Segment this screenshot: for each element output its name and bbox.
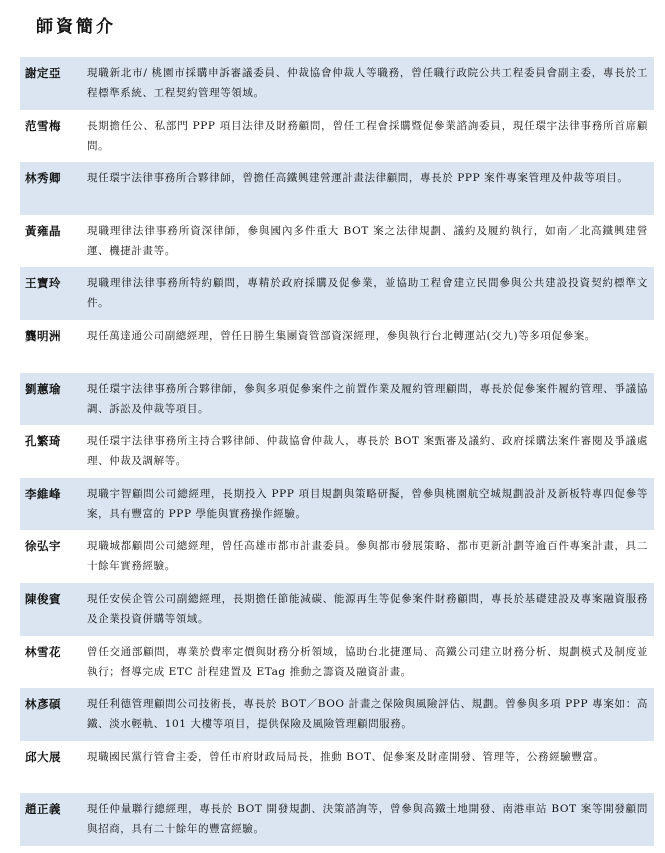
faculty-list	[20, 57, 654, 846]
faculty-name: 陳俊賓	[25, 591, 61, 606]
faculty-row	[20, 57, 654, 110]
faculty-row	[20, 478, 654, 531]
faculty-name: 龔明洲	[25, 328, 61, 343]
faculty-row	[20, 688, 654, 741]
faculty-description: 現任萬達通公司副總經理，曾任日勝生集團資管部資深經理，參與執行台北轉運站(交九)等多項促參案。	[87, 329, 596, 342]
faculty-description: 現任環宇法律事務所主持合夥律師、仲裁協會仲裁人，專長於 BOT 案甄審及議約、政府採購法案件審閱及爭議處理、仲裁及調解等。	[87, 435, 648, 468]
faculty-row	[20, 636, 654, 689]
faculty-name: 林秀卿	[25, 171, 61, 186]
faculty-description: 長期擔任公、私部門 PPP 項目法律及財務顧問，曾任工程會採購暨促參業諮詢委員，現任環宇法律事務所首席顧問。	[87, 119, 648, 152]
faculty-description: 現任仲量聯行總經理，專長於 BOT 開發規劃、決策諮詢等，曾參與高鐵土地開發、南港車站 BOT 案等開發顧問與招商，具有二十餘年的豐富經驗。	[87, 803, 648, 836]
faculty-description: 現任利德管理顧問公司技術長，專長於 BOT／BOO 計畫之保險與風險評估、規劃。曾參與多項 PPP 專案如：高鐵、淡水輕軌、101 大樓等項目，提供保險及風險管理顧問服務。	[87, 698, 648, 731]
faculty-description: 現職宇智顧問公司總經理，長期投入 PPP 項目規劃與策略研擬，曾參與桃園航空城規劃設計及新板特專四促參等案，具有豐富的 PPP 學能與實務操作經驗。	[87, 487, 648, 520]
faculty-description: 現職理律法律事務所特約顧問，專精於政府採購及促參業，並協助工程會建立民間參與公共建設投資契約標準文件。	[87, 277, 648, 310]
faculty-name: 孔繁琦	[25, 434, 61, 449]
faculty-row	[20, 110, 654, 163]
faculty-row	[20, 793, 654, 846]
faculty-name: 邱大展	[25, 749, 61, 764]
faculty-description: 現任環宇法律事務所合夥律師，曾擔任高鐵興建營運計畫法律顧問，專長於 PPP 案件專案管理及仲裁等項目。	[87, 172, 629, 185]
faculty-description: 現職理律法律事務所資深律師，參與國內多件重大 BOT 案之法律規劃、議約及履約執行，如南／北高鐵興建營運、機捷計畫等。	[87, 224, 648, 257]
faculty-name: 劉蕙瑜	[25, 381, 61, 396]
faculty-name: 徐弘宇	[25, 539, 61, 554]
faculty-name: 趙正義	[25, 802, 61, 817]
faculty-row	[20, 373, 654, 426]
faculty-name: 謝定亞	[25, 66, 61, 80]
faculty-row	[20, 530, 654, 583]
faculty-name: 林彥碩	[25, 697, 61, 712]
faculty-description: 現任安侯企管公司副總經理，長期擔任節能減碳、能源再生等促參案件財務顧問，專長於基礎建設及專案融資服務及企業投資併購等領域。	[87, 592, 648, 625]
faculty-row	[20, 583, 654, 636]
faculty-row	[20, 320, 654, 373]
faculty-name: 黃雍晶	[25, 223, 61, 238]
faculty-name: 王寶玲	[25, 276, 61, 291]
page-title: 師資簡介	[36, 17, 116, 37]
faculty-name: 范雪梅	[25, 118, 61, 133]
faculty-row	[20, 741, 654, 794]
faculty-name: 林雪花	[25, 644, 61, 659]
faculty-description: 現任環宇法律事務所合夥律師，參與多項促參案件之前置作業及履約管理顧問，專長於促參案件履約管理、爭議協調、訴訟及仲裁等項目。	[87, 382, 648, 415]
faculty-name: 李維峰	[25, 486, 61, 501]
faculty-description: 現職新北市/ 桃園市採購申訴審議委員、仲裁協會仲裁人等職務，曾任職行政院公共工程委員會副主委，專長於工程標準系統、工程契約管理等領域。	[87, 67, 648, 99]
faculty-row	[20, 215, 654, 268]
faculty-description: 曾任交通部顧問，專業於費率定價與財務分析領域，協助台北捷運局、高鐵公司建立財務分析、規劃模式及制度並執行；督導完成 ETC 計程建置及 ETag 推動之籌資及融資計畫。	[87, 645, 648, 678]
faculty-row	[20, 425, 654, 478]
faculty-row	[20, 267, 654, 320]
faculty-description: 現職城都顧問公司總經理，曾任高雄市都市計畫委員。參與都市發展策略、都市更新計劃等逾百件專案計畫，具二十餘年實務經驗。	[87, 540, 648, 573]
faculty-row	[20, 162, 654, 215]
faculty-description: 現職國民黨行管會主委，曾任市府財政局局長，推動 BOT、促參案及財產開發、管理等，公務經驗豐富。	[87, 750, 605, 763]
